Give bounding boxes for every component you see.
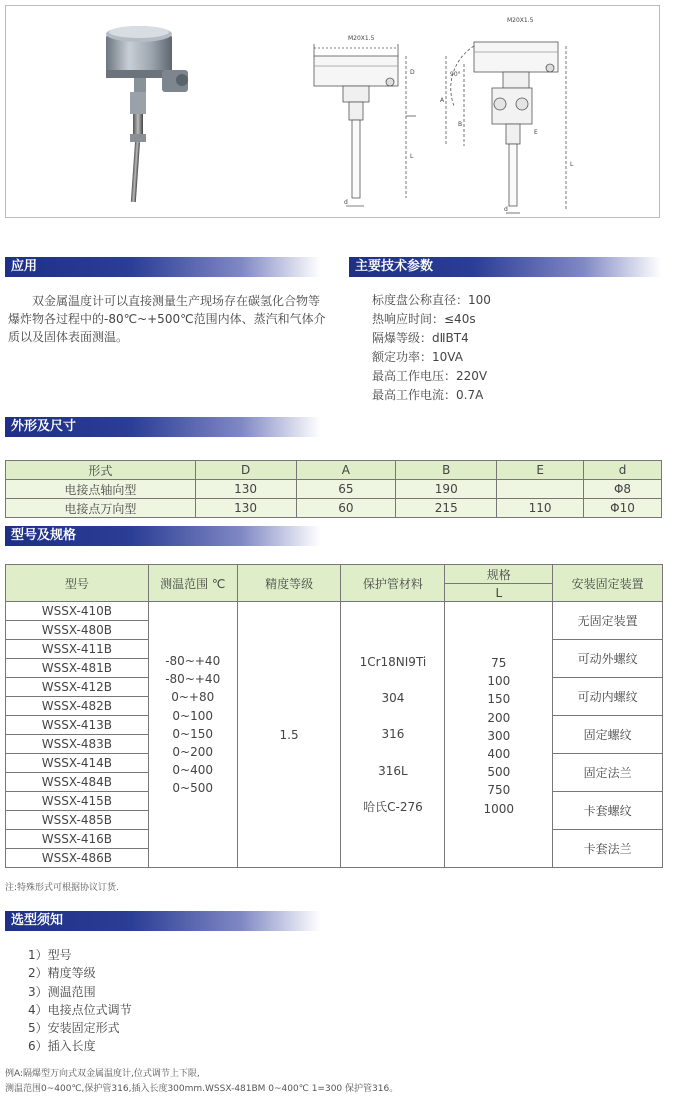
- col-header-accuracy: 精度等级: [237, 565, 341, 602]
- universal-E-label: E: [534, 129, 538, 136]
- model-cell: WSSX-482B: [6, 697, 149, 716]
- axial-L-label: L: [410, 153, 414, 160]
- order-note: 注:特殊形式可根据协议订货.: [5, 883, 119, 893]
- mount-cell: 卡套法兰: [553, 830, 663, 868]
- guide-item: 3）测温范围: [28, 984, 96, 999]
- col-header-model: 型号: [6, 565, 149, 602]
- table-cell: 130: [195, 480, 296, 499]
- table-cell: 电接点轴向型: [6, 480, 196, 499]
- model-cell: WSSX-483B: [6, 735, 149, 754]
- table-cell: [497, 480, 584, 499]
- universal-dim-label: M20X1.5: [507, 17, 534, 24]
- table-header-row: [6, 461, 662, 480]
- accuracy-cell: 1.5: [237, 602, 341, 868]
- length-value: 500: [487, 765, 511, 780]
- length-value: 300: [487, 728, 511, 743]
- model-cell: WSSX-415B: [6, 792, 149, 811]
- col-header-material: 保护管材料: [341, 565, 445, 602]
- axial-dim-label: M20X1.5: [348, 35, 375, 42]
- tech-param: 热响应时间：≤40s: [372, 312, 476, 326]
- tech-param: 最高工作电流：0.7A: [372, 388, 484, 402]
- material-value: 1Cr18NI9Ti: [359, 655, 427, 669]
- model-cell: WSSX-486B: [6, 849, 149, 868]
- guide-list: [28, 946, 132, 1056]
- mount-cell: 可动外螺纹: [553, 640, 663, 678]
- model-cell: WSSX-481B: [6, 659, 149, 678]
- range-value: 0~+80: [171, 690, 215, 705]
- guide-heading: 选型须知: [5, 911, 320, 931]
- col-header: B: [396, 461, 497, 480]
- product-figure: [5, 5, 660, 218]
- axial-d-label: d: [344, 199, 348, 206]
- material-cell: [341, 602, 445, 868]
- range-value: -80~+40: [165, 654, 221, 668]
- range-cell: [148, 602, 237, 868]
- range-value: 0~100: [172, 708, 213, 723]
- mount-cell: 固定法兰: [553, 754, 663, 792]
- universal-L-label: L: [570, 161, 574, 168]
- table-row: [6, 602, 663, 621]
- col-header-range: 测温范围 ℃: [148, 565, 237, 602]
- guide-item: 1）型号: [28, 948, 72, 962]
- mount-cell: 固定螺纹: [553, 716, 663, 754]
- guide-item: 2）精度等级: [28, 966, 96, 981]
- range-value: 0~150: [172, 726, 213, 741]
- guide-item: 6）插入长度: [28, 1039, 96, 1054]
- dimensions-heading: 外形及尺寸: [5, 417, 320, 437]
- table-row: [6, 480, 662, 499]
- table-header-row: [6, 565, 663, 584]
- length-value: 1000: [483, 801, 515, 816]
- mount-cell: 无固定装置: [553, 602, 663, 640]
- model-cell: WSSX-480B: [6, 621, 149, 640]
- col-header: 形式: [6, 461, 196, 480]
- material-value: 304: [381, 691, 405, 706]
- length-value: 150: [487, 692, 511, 707]
- mount-cell: 卡套螺纹: [553, 792, 663, 830]
- material-value: 316L: [378, 763, 408, 778]
- mount-cell: 可动内螺纹: [553, 678, 663, 716]
- tech-param: 隔爆等级：dⅡBT4: [372, 331, 469, 345]
- model-cell: WSSX-484B: [6, 773, 149, 792]
- table-cell: 215: [396, 499, 497, 518]
- length-value: 75: [491, 656, 507, 670]
- col-header-spec: 规格: [445, 565, 553, 584]
- universal-d-label: d: [504, 206, 508, 213]
- tech-param: 额定功率：10VA: [372, 350, 463, 364]
- models-table: [5, 564, 663, 868]
- tech-heading: 主要技术参数: [349, 257, 661, 277]
- universal-drawing: [446, 42, 566, 213]
- length-value: 100: [487, 674, 511, 689]
- example-line-2: 测温范围0~400℃,保护管316,插入长度300mm.WSSX-481BM 0~400℃ 1=300 保护管316。: [5, 1084, 399, 1094]
- tech-param: 标度盘公称直径：100: [372, 293, 491, 307]
- guide-item: 5）安装固定形式: [28, 1021, 120, 1036]
- product-photo: [106, 26, 188, 202]
- table-cell: Φ10: [584, 499, 662, 518]
- range-value: -80~+40: [165, 672, 221, 687]
- universal-B-label: B: [458, 121, 463, 128]
- axial-D-label: D: [410, 69, 415, 76]
- application-text: 双金属温度计可以直接测量生产现场存在碳氢化合物等爆炸物各过程中的-80℃~+500℃范围内体、蒸汽和气体介质以及固体表面测温。: [8, 294, 326, 344]
- length-value: 400: [487, 747, 511, 762]
- model-cell: WSSX-412B: [6, 678, 149, 697]
- model-cell: WSSX-413B: [6, 716, 149, 735]
- table-row: [6, 499, 662, 518]
- table-cell: 190: [396, 480, 497, 499]
- col-header-mount: 安装固定装置: [553, 565, 663, 602]
- model-cell: WSSX-416B: [6, 830, 149, 849]
- length-value: 750: [487, 783, 511, 798]
- model-cell: WSSX-485B: [6, 811, 149, 830]
- table-cell: 110: [497, 499, 584, 518]
- tech-params-list: [372, 291, 491, 405]
- col-header-spec-l: L: [445, 584, 553, 602]
- models-heading: 型号及规格: [5, 526, 320, 546]
- model-cell: WSSX-414B: [6, 754, 149, 773]
- model-cell: WSSX-411B: [6, 640, 149, 659]
- range-value: 0~400: [172, 763, 213, 778]
- col-header: A: [296, 461, 396, 480]
- material-value: 哈氏C-276: [363, 799, 423, 814]
- col-header: D: [195, 461, 296, 480]
- range-value: 0~200: [172, 745, 213, 760]
- example-line-1: 例A:隔爆型万向式双金属温度计,位式调节上下限,: [5, 1069, 200, 1079]
- range-value: 0~500: [172, 781, 213, 796]
- universal-angle-label: 90°: [450, 71, 461, 78]
- length-cell: [445, 602, 553, 868]
- model-cell: WSSX-410B: [6, 602, 149, 621]
- col-header: d: [584, 461, 662, 480]
- tech-param: 最高工作电压：220V: [372, 369, 488, 383]
- table-cell: 65: [296, 480, 396, 499]
- product-drawings: [6, 6, 660, 218]
- guide-item: 4）电接点位式调节: [28, 1002, 132, 1017]
- application-heading: 应用: [5, 257, 320, 277]
- length-value: 200: [487, 710, 511, 725]
- col-header: E: [497, 461, 584, 480]
- dimensions-table: [5, 460, 662, 518]
- table-cell: 电接点万向型: [6, 499, 196, 518]
- axial-drawing: [314, 44, 416, 206]
- table-cell: 130: [195, 499, 296, 518]
- table-cell: 60: [296, 499, 396, 518]
- table-cell: Φ8: [584, 480, 662, 499]
- material-value: 316: [381, 727, 405, 742]
- universal-A-label: A: [440, 97, 445, 104]
